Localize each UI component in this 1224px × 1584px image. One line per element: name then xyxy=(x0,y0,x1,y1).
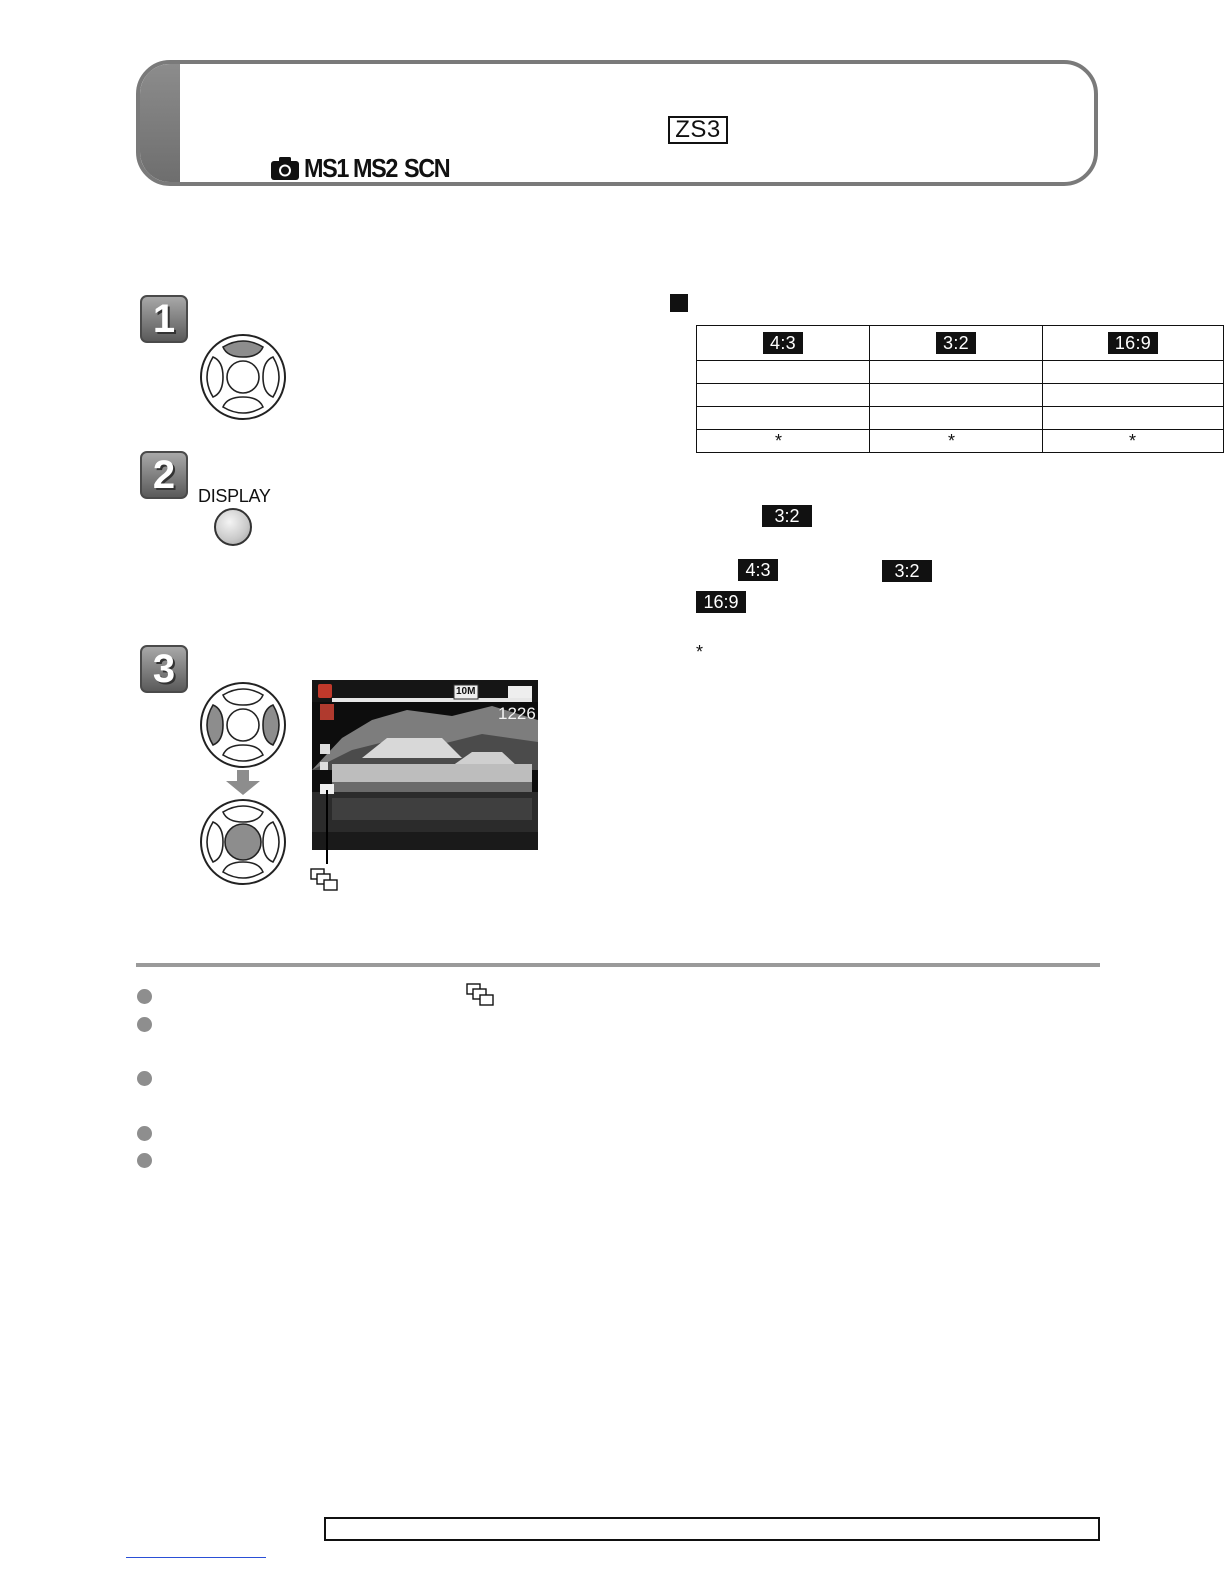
step-2-badge: 2 xyxy=(140,451,188,499)
display-button-icon xyxy=(214,508,252,546)
badge-3-2: 3:2 xyxy=(936,332,976,354)
table-cell-footnote xyxy=(1043,430,1224,453)
table-cell xyxy=(870,407,1043,430)
lcd-resolution-badge: 10M xyxy=(456,686,476,697)
step-1-badge: 1 xyxy=(140,295,188,343)
set-button-icon xyxy=(199,798,287,886)
table-cell xyxy=(697,407,870,430)
note-badge-4-3: 4:3 xyxy=(738,559,778,581)
table-cell xyxy=(697,384,870,407)
footnote-mark: * xyxy=(948,430,956,451)
badge-4-3: 4:3 xyxy=(763,332,803,354)
aspect-ratio-table xyxy=(696,325,1224,453)
note-badge-3-2: 3:2 xyxy=(762,505,812,527)
table-cell xyxy=(870,361,1043,384)
footer-box xyxy=(324,1517,1100,1541)
header-cell-16-9 xyxy=(1043,326,1224,361)
section-divider xyxy=(136,963,1100,967)
mode-ms2: MS2 xyxy=(352,152,398,183)
table-cell xyxy=(1043,361,1224,384)
note-badge-3-2-second: 3:2 xyxy=(882,560,932,582)
camera-icon xyxy=(270,155,300,181)
bullet xyxy=(137,989,152,1004)
note-badge-16-9: 16:9 xyxy=(696,591,746,613)
lcd-remaining-count: 1226 xyxy=(498,704,536,723)
header-band xyxy=(140,64,180,182)
cursor-up-button-icon xyxy=(199,333,287,421)
header-cell-4-3 xyxy=(697,326,870,361)
bullet xyxy=(137,1017,152,1032)
footnote-mark: * xyxy=(1129,430,1137,451)
mode-icons xyxy=(270,152,454,184)
section-marker-square xyxy=(670,294,688,312)
footnote-mark: * xyxy=(696,642,704,662)
camera-lcd-screenshot xyxy=(312,680,538,850)
callout-line xyxy=(326,790,328,864)
table-cell xyxy=(1043,407,1224,430)
table-cell xyxy=(697,361,870,384)
bullet xyxy=(137,1071,152,1086)
step-3-badge: 3 xyxy=(140,645,188,693)
bullet xyxy=(137,1126,152,1141)
aspect-ratio-icon xyxy=(466,983,496,1007)
mode-ms1: MS1 xyxy=(304,152,349,183)
link-underline[interactable] xyxy=(126,1557,266,1558)
aspect-ratio-icon xyxy=(310,868,340,892)
table-cell-footnote xyxy=(870,430,1043,453)
display-button-label: DISPLAY xyxy=(198,486,271,506)
badge-16-9: 16:9 xyxy=(1108,332,1158,354)
footnote-mark: * xyxy=(775,430,783,451)
model-label: ZS3 xyxy=(668,116,728,144)
cursor-left-right-button-icon xyxy=(199,681,287,769)
bullet xyxy=(137,1153,152,1168)
table-cell-footnote xyxy=(697,430,870,453)
header-cell-3-2 xyxy=(870,326,1043,361)
mode-scn: SCN xyxy=(403,152,450,183)
table-cell xyxy=(1043,384,1224,407)
table-cell xyxy=(870,384,1043,407)
arrow-down-icon xyxy=(226,770,260,796)
